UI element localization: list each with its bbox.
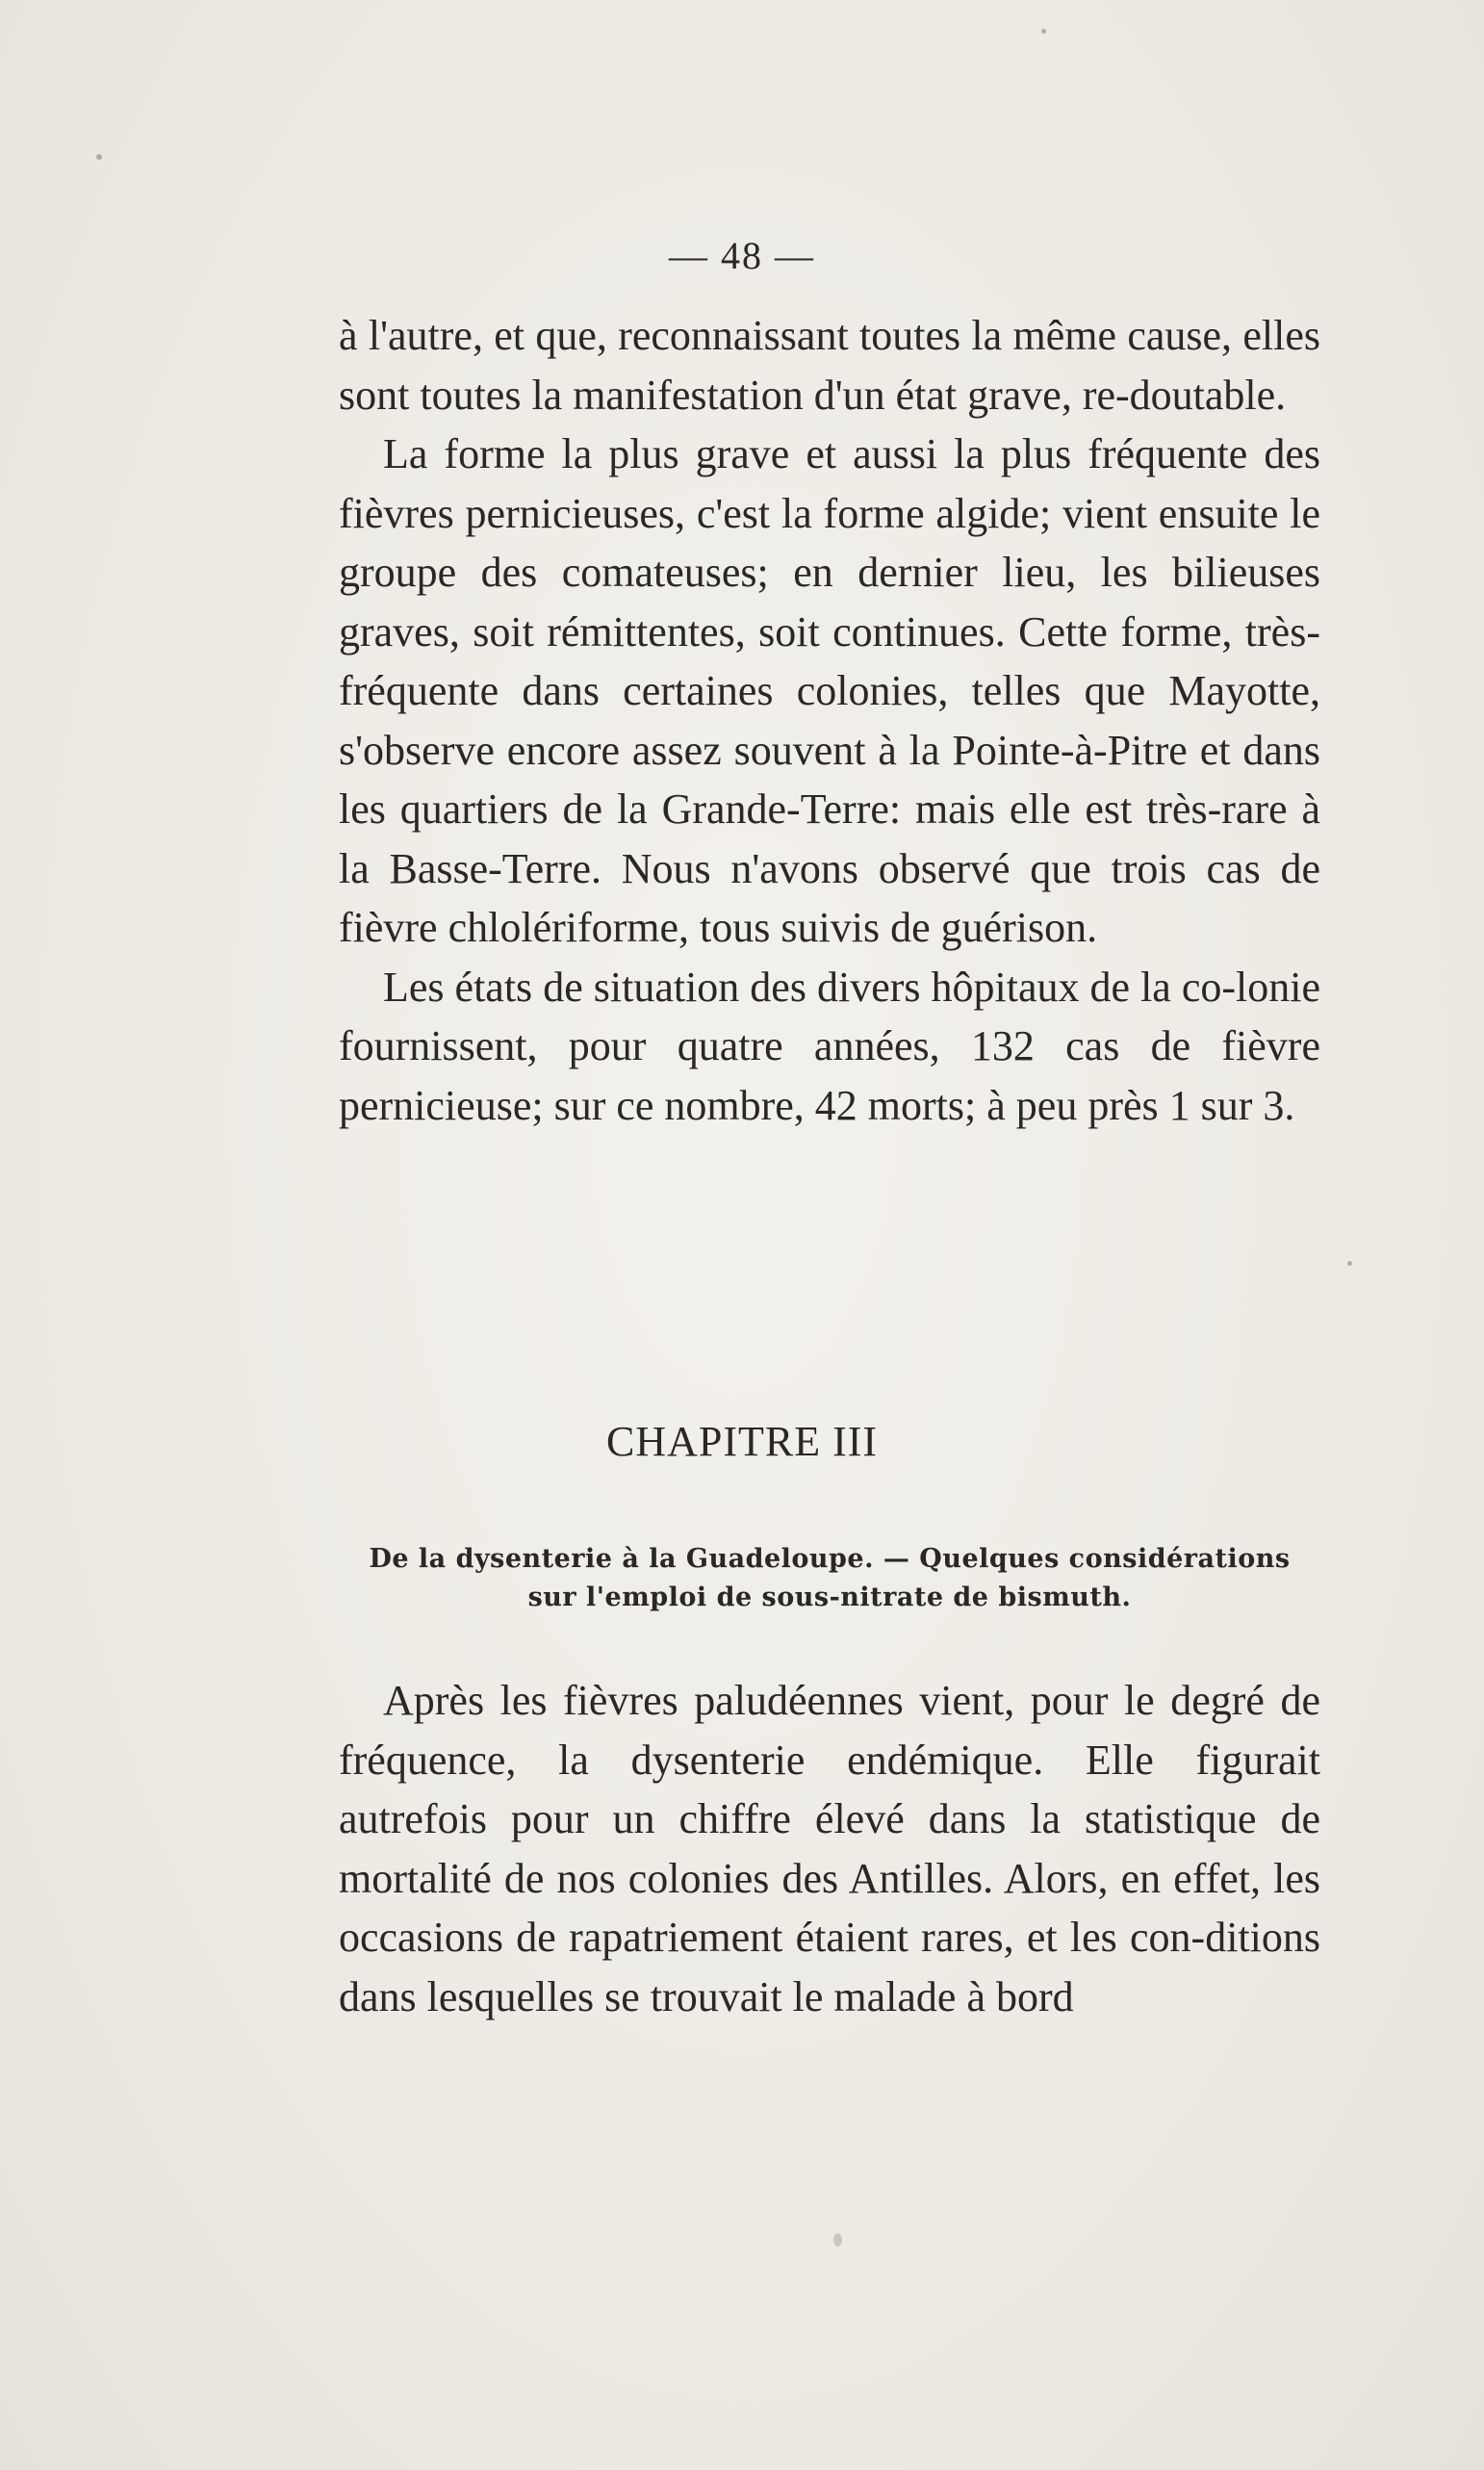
paragraph-3: Les états de situation des divers hôpitaux de la co-lonie fournissent, pour quatre années, 132 cas de fièvre pernicieuse; sur ce nombre, 42 morts; à peu près 1 sur 3. bbox=[339, 963, 1320, 1129]
chapter-subtitle-line-2: sur l'emploi de sous-nitrate de bismuth. bbox=[527, 1582, 1132, 1612]
chapter-subtitle bbox=[339, 1540, 1320, 1617]
paper-speck bbox=[96, 154, 102, 160]
text-block-before-chapter bbox=[339, 306, 1320, 1135]
paper-speck bbox=[1041, 29, 1046, 34]
paragraph-1: à l'autre, et que, reconnaissant toutes la même cause, elles sont toutes la manifestation d'un état grave, re-doutable. bbox=[339, 312, 1320, 419]
text-block-after-chapter bbox=[339, 1671, 1320, 2026]
paragraph-4: Après les fièvres paludéennes vient, pour le degré de fréquence, la dysenterie endémique. Elle figurait autrefois pour un chiffre élevé dans la statistique de mortalité de nos colonies des Antilles. Alors, en effet, les occasions de rapatriement étaient rares, et les con-ditions dans lesquelles se trouvait le malade à bord bbox=[339, 1677, 1320, 2020]
chapter-subtitle-line-1: De la dysenterie à la Guadeloupe. — Quelques considérations bbox=[369, 1544, 1291, 1574]
chapter-title: CHAPITRE III bbox=[605, 1418, 879, 1465]
paper-speck bbox=[833, 2233, 842, 2247]
paper-speck bbox=[1347, 1261, 1352, 1266]
paragraph-2: La forme la plus grave et aussi la plus fréquente des fièvres pernicieuses, c'est la forme algide; vient ensuite le groupe des comateuses; en dernier lieu, les bilieuses graves, soit rémittentes, soit continues. Cette forme, très-fréquente dans certaines colonies, telles que Mayotte, s'observe encore assez souvent à la Pointe-à-Pitre et dans les quartiers de la Grande-Terre: mais elle est très-rare à la Basse-Terre. Nous n'avons observé que trois cas de fièvre chlolériforme, tous suivis de guérison. bbox=[339, 430, 1320, 951]
page-number: — 48 — bbox=[669, 234, 815, 277]
